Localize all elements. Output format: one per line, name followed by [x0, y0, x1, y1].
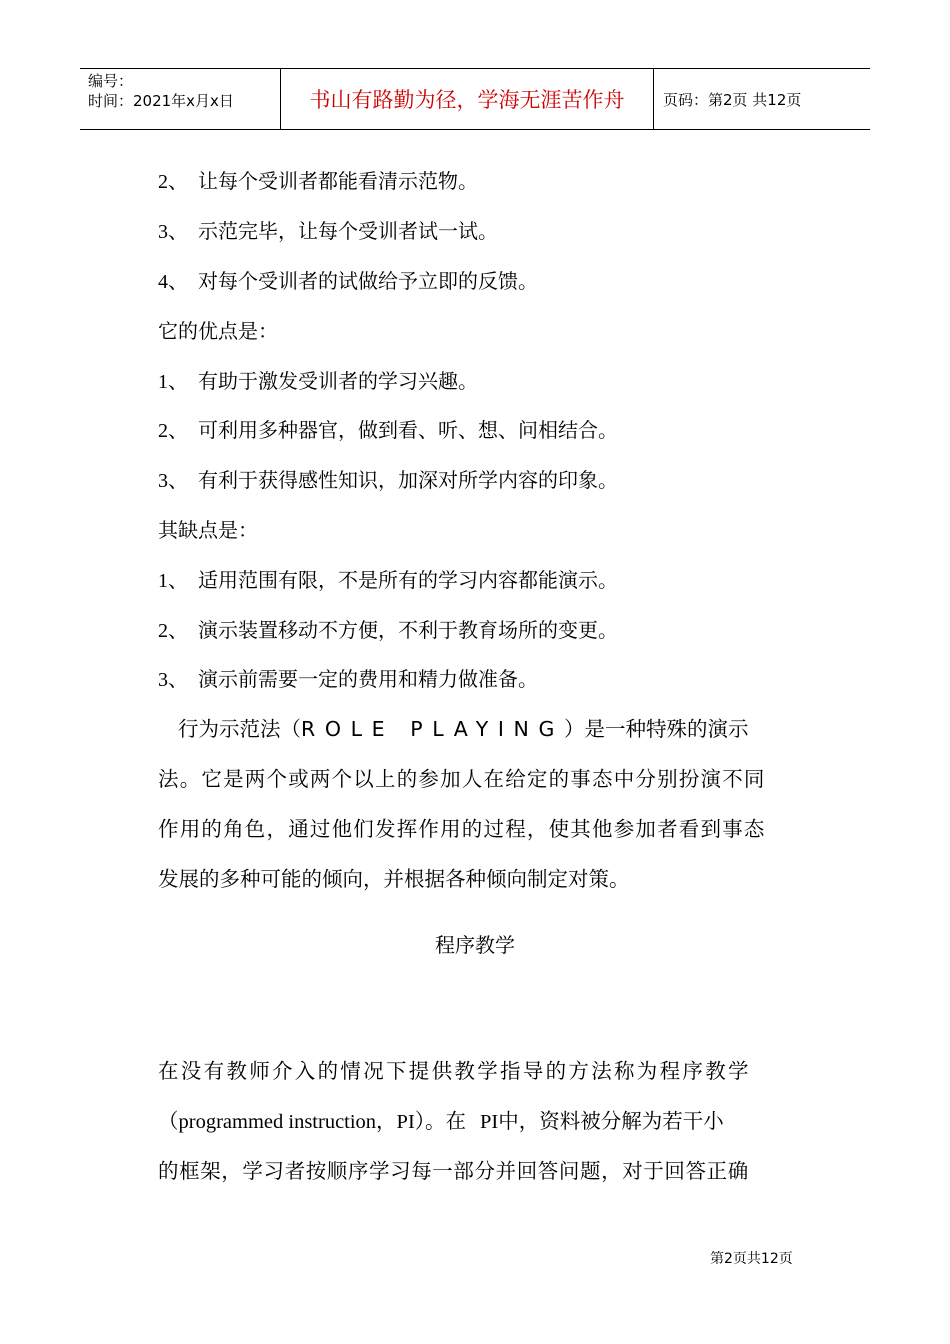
list-text: 演示装置移动不方便，不利于教育场所的变更。	[198, 618, 618, 642]
list-text: 演示前需要一定的费用和精力做准备。	[198, 667, 538, 691]
paragraph-line: 的框架，学习者按顺序学习每一部分并回答问题，对于回答正确	[158, 1159, 749, 1183]
list-number: 3、	[158, 669, 188, 691]
paragraph-text: 行为示范法（	[178, 717, 301, 741]
paragraph-text: 中，资料被分解为若干小	[498, 1109, 724, 1133]
paragraph-line: 作用的角色，通过他们发挥作用的过程，使其他参加者看到事态	[158, 817, 766, 841]
paragraph-line	[158, 716, 794, 742]
list-number: 3、	[158, 470, 188, 492]
header-page-info: 页码：第2页 共12页	[663, 90, 802, 109]
paragraph-line: 在没有教师介入的情况下提供教学指导的方法称为程序教学	[158, 1059, 751, 1083]
header-motto: 书山有路勤为径，学海无涯苦作舟	[281, 69, 654, 129]
list-item	[158, 417, 618, 444]
list-number: 1、	[158, 371, 188, 393]
list-number: 1、	[158, 570, 188, 592]
serial-label: 编号：	[88, 72, 134, 90]
list-item	[158, 218, 498, 245]
list-number: 2、	[158, 171, 188, 193]
time-label: 时间：2021年x月x日	[88, 92, 234, 110]
list-number: 3、	[158, 221, 188, 243]
list-text: 有利于获得感性知识，加深对所学内容的印象。	[198, 468, 618, 492]
list-text: 可利用多种器官，做到看、听、想、问相结合。	[198, 418, 618, 442]
role-playing-term: ROLE PLAYING	[301, 717, 564, 741]
paragraph-text: programmed instruction，PI	[178, 1111, 415, 1133]
paragraph-line: 法。它是两个或两个以上的参加人在给定的事态中分别扮演不同	[158, 767, 766, 791]
page-header	[80, 68, 870, 130]
list-number: 2、	[158, 420, 188, 442]
list-text: 有助于激发受训者的学习兴趣。	[198, 369, 478, 393]
list-text: 适用范围有限，不是所有的学习内容都能演示。	[198, 568, 618, 592]
list-item	[158, 567, 618, 594]
list-item	[158, 168, 478, 195]
list-text: 对每个受训者的试做给予立即的反馈。	[198, 269, 538, 293]
disadvantages-heading: 其缺点是：	[158, 518, 258, 542]
paragraph-text: （	[158, 1109, 179, 1133]
advantages-heading: 它的优点是：	[158, 319, 278, 343]
paragraph-line	[158, 1108, 794, 1135]
paragraph-text: ）。在	[414, 1109, 467, 1133]
list-item	[158, 666, 538, 693]
paragraph-text: PI	[480, 1111, 499, 1133]
section-title: 程序教学	[435, 933, 515, 957]
list-item	[158, 617, 618, 644]
list-item	[158, 368, 478, 395]
list-number: 2、	[158, 620, 188, 642]
page-footer: 第2页共12页	[710, 1251, 793, 1267]
paragraph-text: ）是一种特殊的演示	[563, 717, 749, 741]
list-text: 让每个受训者都能看清示范物。	[198, 169, 478, 193]
paragraph-line: 发展的多种可能的倾向，并根据各种倾向制定对策。	[158, 867, 630, 891]
list-text: 示范完毕，让每个受训者试一试。	[198, 219, 498, 243]
header-meta	[80, 69, 281, 129]
list-item	[158, 467, 618, 494]
list-number: 4、	[158, 271, 188, 293]
list-item	[158, 268, 538, 295]
